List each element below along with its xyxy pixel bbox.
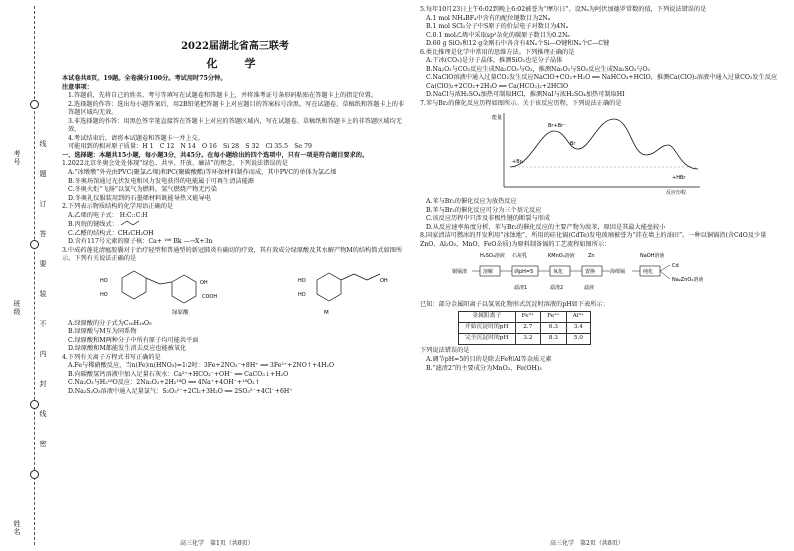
notice-title: 注意事项： [62, 83, 93, 91]
page-footer-left: 高三化学 第1页（共8页） [180, 540, 254, 547]
svg-text:OH: OH [380, 278, 388, 284]
notice: 3.非选择题的作答：用黑色签字笔直接答在答题卡上对应的答题区域内，写在试题卷、草稿纸和答题卡上的非答题区域均无效。 [68, 117, 402, 134]
question-stem: 4.下列有关离子方程式书写正确的是 [62, 353, 161, 361]
option: D.含有117号元素的原子核：Ca+ ¹⁶⁶ Bk —→X+3n [68, 238, 213, 246]
question-3 [62, 247, 408, 354]
option: A.绿原酸的分子式为C₁₆H₁₈O₉ [68, 319, 152, 327]
svg-text:石灰乳: 石灰乳 [512, 253, 528, 260]
question-stem: 7.苯与Br₂的催化反应历程如图所示。关于该反应历程，下列说法正确的是 [420, 100, 622, 108]
label-m: M [324, 310, 329, 316]
question-stem: 5.每年10月23日上午6:02到晚上6:02被誉为“摩尔日”。设Nₐ为阿伏加德罗常数的值，下列说法错误的是 [420, 6, 707, 13]
seal-line-word: 答 [39, 230, 47, 238]
skeletal-formula-icon [120, 220, 142, 226]
option: B.绿原酸与M互为同系物 [68, 328, 137, 336]
option: A.乙烯的电子式： H:C::C:H [68, 211, 148, 219]
svg-text:HO: HO [298, 278, 306, 284]
option: D.绿原酸和M都能发生消去反应也能被氧化 [68, 345, 187, 353]
species-label: Br [570, 140, 576, 147]
svg-text:Na₂ZnO₂溶液: Na₂ZnO₂溶液 [672, 277, 704, 284]
question-stem: 1.2022北京冬奥会处处体现“绿色、共享、开放、廉洁”的理念，下列说法错误的是 [62, 160, 288, 168]
question-stem: 3.中成药莲花清瘟胶囊对于治疗轻型和普通型的新冠肺炎有确切的疗效，其有效成分绿原酸及其水解产物M的结构简式如图所示。下列有关说法正确的是 [62, 246, 403, 263]
svg-text:Zn: Zn [588, 253, 595, 260]
exam-number-label: 考号 [13, 150, 21, 166]
svg-text:HO: HO [100, 292, 108, 298]
svg-text:COOH: COOH [202, 294, 218, 300]
page-1 [62, 6, 408, 396]
question-1 [62, 160, 408, 203]
svg-text:KMnO₄溶液: KMnO₄溶液 [548, 253, 575, 260]
section-heading: 一、选择题：本题共15小题，每小题3分，共45分。在每小题给出的四个选项中，只有一项是符合题目要求的。 [62, 151, 369, 159]
option: A.“冰墩墩”外壳由PVC(聚氯乙烯)和PC(聚碳酸酯)等环保材料制作而成，其中PVC的单体为氯乙烯 [68, 168, 337, 176]
option: B.丙烷的键线式： [62, 220, 408, 230]
chlorogenic-acid-structure [62, 264, 402, 316]
svg-text:HO: HO [100, 278, 108, 284]
svg-text:NaOH溶液: NaOH溶液 [640, 253, 665, 260]
option: B.“滤渣2”的主要成分为MnO₂、Fe(OH)₃ [426, 364, 542, 372]
exam-intro: 本试卷共8页，19题。全卷满分100分。考试用时75分钟。 [62, 74, 227, 82]
seal-line-word: 要 [39, 260, 47, 268]
question-5 [420, 6, 784, 49]
species-label: +HBr [672, 174, 686, 181]
question-stem: 6.类比推理是化学中常用的思维方法。下列推理正确的是 [420, 48, 575, 56]
ph-table [458, 311, 591, 345]
cut-line [34, 6, 35, 545]
atomic-masses: 可能用到的相对原子质量：H 1 C 12 N 14 O 16 Si 28 S 32 Cl 35.5 Se 79 [68, 143, 312, 151]
question-8 [420, 232, 784, 373]
y-axis-label: 能量 [492, 114, 503, 121]
option: C.NaClO溶液中通入过量CO₂发生反应NaClO+CO₂+H₂O ══ NaHCO₃+HClO，推测Ca(ClO)₂溶液中通入过量CO₂发生反应Ca(ClO)₂+2CO₂+2H₂O ══ Ca(HCO₃)₂+2HClO [426, 74, 778, 90]
option: B.冬奥场馆通过光伏发电和风力发电获得的电能属于可再生清洁能源 [68, 177, 254, 185]
question-ask: 下列说法错误的是 [420, 347, 470, 355]
svg-text:滤渣2: 滤渣2 [550, 285, 564, 292]
seal-line-word: 装 [39, 290, 47, 298]
question-2 [62, 203, 408, 247]
seal-line-word: 密 [39, 440, 47, 448]
option: B.苯与Br₂的催化反应可分为三个基元反应 [426, 206, 542, 214]
binding-hole [30, 100, 39, 109]
page-2 [420, 6, 784, 373]
svg-text:调pH=5: 调pH=5 [514, 269, 534, 276]
option: A.苯与Br₂的催化反应为放热反应 [426, 198, 517, 206]
option: B.Na₂O₂与CO₂反应生成Na₂CO₃与O₂，推测Na₂O₂与SO₂反应生成Na₂SO₃与O₂ [426, 65, 651, 73]
question-stem: 2.下列表示物质结构的化学用语正确的是 [62, 203, 174, 211]
option: C.冬奥火炬“飞扬”以氢气为燃料，氢气燃烧产物无污染 [68, 186, 217, 194]
table-row: 完全沉淀时的pH 3.2 8.3 5.0 [459, 334, 591, 345]
notice: 2.选择题的作答：选出每小题答案后，用2B铅笔把答题卡上对应题目的答案标号涂黑，写在试题卷、草稿纸和答题卡上的非答题区域均无效。 [68, 100, 405, 117]
svg-text:氧化: 氧化 [553, 269, 564, 276]
svg-text:置换: 置换 [585, 269, 596, 276]
svg-text:铜镉渣: 铜镉渣 [452, 269, 468, 276]
svg-text:海绵镉: 海绵镉 [610, 269, 626, 276]
svg-text:溶解: 溶解 [483, 269, 494, 276]
label-chlorogenic-acid: 绿原酸 [172, 310, 189, 316]
binding-hole [30, 400, 39, 409]
notice: 4.考试结束后，请将本试题卷和答题卡一并上交。 [68, 134, 204, 142]
binding-hole [30, 240, 39, 249]
option: D.从反应速率角度分析，苯与Br₂的催化反应的主要产物为溴苯，原因是其最大能垒较小 [426, 223, 666, 231]
question-stem: 8.国家清洁可燃冰的开发利用“冰蚀地”，所用的硅化镉(CdTe)发电玻璃被誉为“挂在墙上的油田”。一种以铜镉渣(含CdO及少量ZnO、Al₂O₃、MnO、FeO杂质)为原料制备镉的工艺流程如图所示： [420, 232, 767, 248]
energy-curve [510, 119, 698, 169]
option: B.1 mol SCl₂分子中S原子的价层电子对数目为4Nₐ [426, 23, 568, 31]
option: C.该反应历程中只涉及非极性键的断裂与形成 [426, 215, 551, 223]
option: A.1 mol NH₄BF₄中含有的配位键数目为2Nₐ [426, 14, 551, 22]
option: D.NaCl与浓H₂SO₄加热可制取HCl，推测NaI与浓H₂SO₄加热可制取HI [426, 91, 625, 99]
seal-line-word: 内 [39, 350, 47, 358]
option: C.乙醛的结构式：CH₃CH₂OH [68, 229, 154, 237]
svg-text:滤渣1: 滤渣1 [514, 285, 528, 292]
seal-line-word: 题 [39, 170, 47, 178]
question-4 [62, 354, 408, 397]
name-label: 姓名 [13, 520, 21, 536]
option: A.调节pH=5的目的是除去Fe和Al等杂质元素 [426, 355, 552, 363]
svg-text:H₂SO₄溶液: H₂SO₄溶液 [480, 253, 505, 260]
exam-title: 2022届湖北省高三联考 [181, 41, 289, 52]
seal-line-word: 线 [39, 410, 47, 418]
option: D.60 g SiO₂和12 g金刚石中各含有4Nₐ个Si—O键和Nₐ个C—C键 [426, 40, 610, 48]
seal-line-word: 不 [39, 320, 47, 328]
svg-text:滤液: 滤液 [584, 285, 595, 292]
page-footer-right: 高三化学 第2页（共8页） [550, 540, 624, 547]
notice: 1.答题前，先将自己的姓名、考号等填写在试题卷和答题卡上，并将准考证号条形码粘贴在答题卡上的指定位置。 [68, 92, 378, 100]
option: A.干冰(CO₂)是分子晶体，推测SiO₂也是分子晶体 [426, 57, 563, 65]
seal-line-word: 封 [39, 380, 47, 388]
option: D.冬奥礼仪服装用到的石墨烯材料既能导热又能导电 [68, 194, 211, 202]
seal-line-word: 订 [39, 200, 47, 208]
ethylene-electron-formula: H:C::C:H [119, 211, 148, 219]
table-note: 已知：部分金属阳离子以氢氧化物形式沉淀时溶液的pH如下表所示： [420, 300, 609, 308]
option: A.Fe与稀硝酸反应，当n(Fe)∶n(HNO₃)=1∶2时：3Fe+2NO₃⁻+8H⁺ ══ 3Fe²⁺+2NO↑+4H₂O [68, 362, 335, 370]
option: C.0.1 mol乙烯中采取sp²杂化的碳原子数目为0.2Nₐ [426, 31, 570, 39]
question-7 [420, 100, 784, 232]
energy-profile-diagram [490, 109, 710, 195]
species-label: Br+Br⁻ [548, 122, 566, 129]
option: D.Na₂S₂O₃溶液中通入足量氯气：S₂O₃²⁻+2Cl₂+3H₂O ══ 2SO₃²⁻+4Cl⁻+6H⁺ [68, 387, 293, 395]
exam-subject: 化 学 [206, 56, 264, 70]
svg-text:Cd: Cd [672, 263, 679, 270]
seal-line-word: 线 [39, 140, 47, 148]
svg-text:纯化: 纯化 [643, 269, 654, 276]
option: C.Na₂O₂与H₂¹⁸O反应：2Na₂O₂+2H₂¹⁸O ══ 4Na⁺+4OH⁻+¹⁸O₂↑ [68, 379, 260, 387]
class-label: 班级 [13, 300, 21, 316]
species-label: +Br₂ [512, 158, 524, 165]
table-row: 开始沉淀时的pH 2.7 6.3 3.4 [459, 323, 591, 334]
binding-hole [30, 470, 39, 479]
x-axis-label: 反应历程 [666, 189, 687, 195]
binding-gutter [0, 0, 52, 551]
option: C.绿原酸和M两种分子中所有原子均可能共平面 [68, 336, 199, 344]
svg-text:HO: HO [298, 292, 306, 298]
table-header-row: 金属阳离子 Fe³⁺ Fe²⁺ Al³⁺ [459, 312, 591, 323]
question-6 [420, 49, 784, 100]
process-flow-diagram [450, 249, 750, 297]
option: B.向碳酸氢钙溶液中加入足量石灰水：Ca²⁺+HCO₃⁻+OH⁻ ══ CaCO₃↓+H₂O [68, 370, 289, 378]
svg-text:OH: OH [200, 280, 208, 286]
